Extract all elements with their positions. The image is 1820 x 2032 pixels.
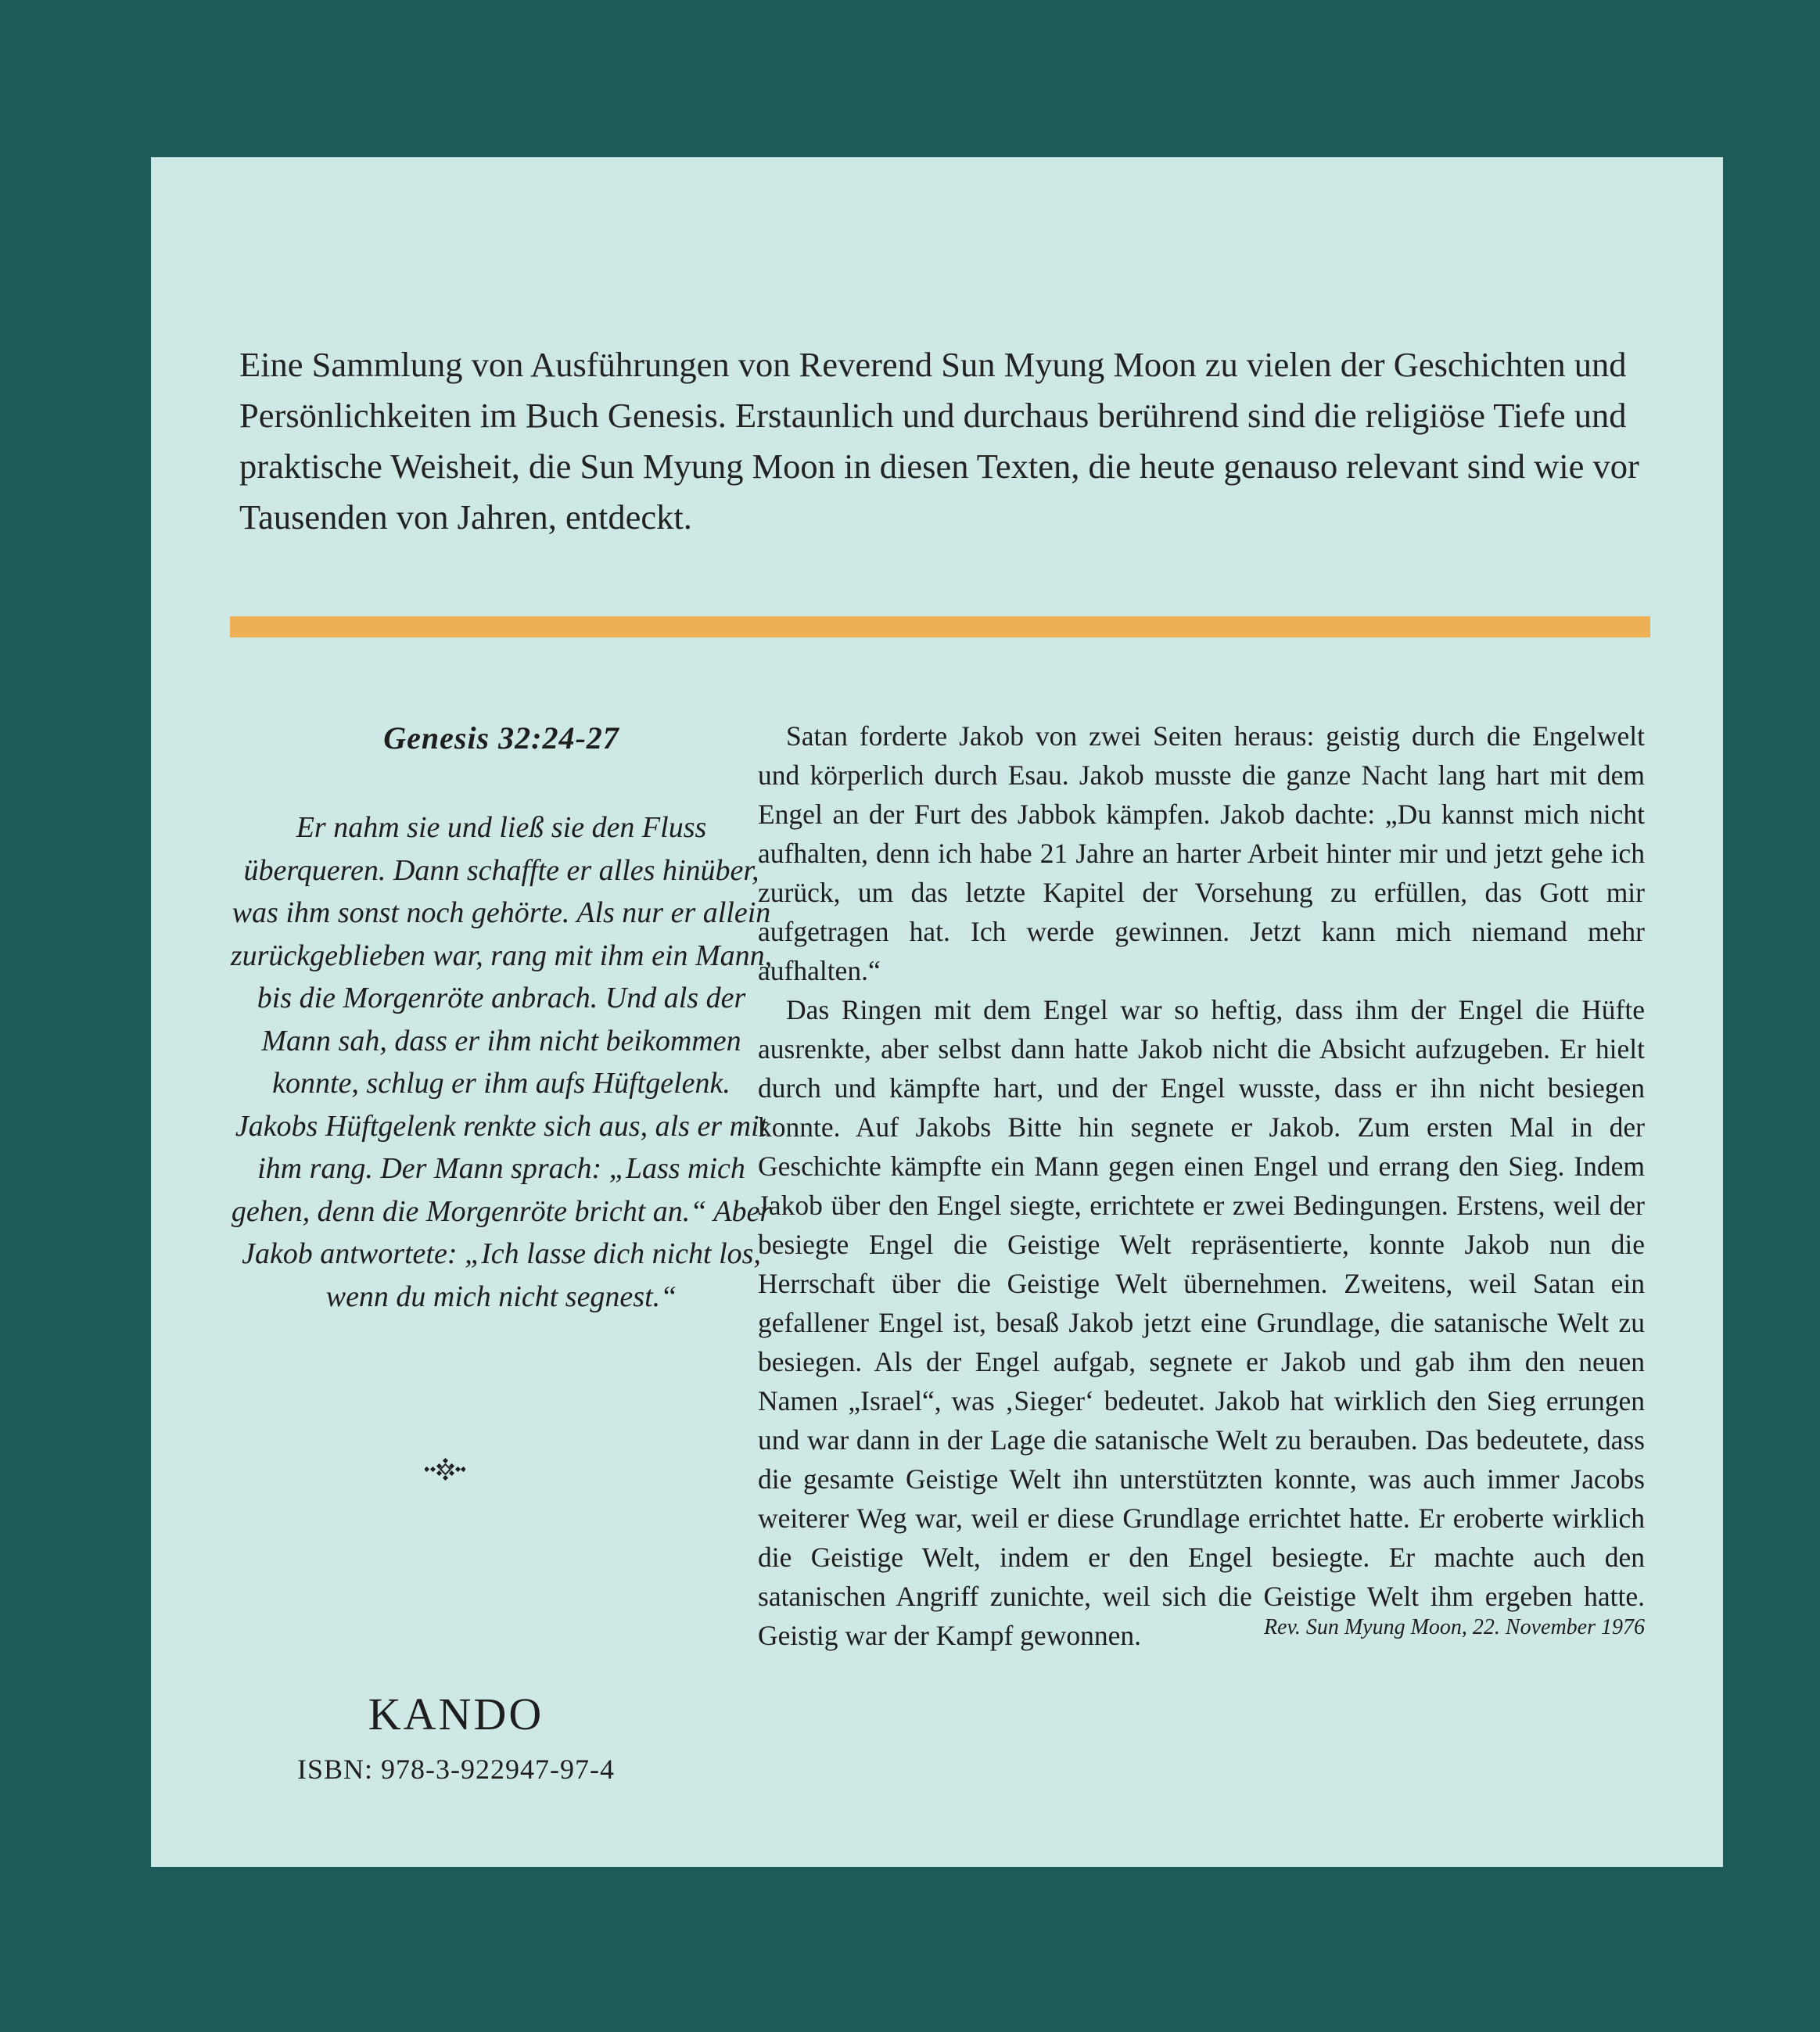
commentary-attribution: Rev. Sun Myung Moon, 22. November 1976 bbox=[1263, 1615, 1645, 1639]
isbn-number: ISBN: 978-3-922947-97-4 bbox=[297, 1754, 615, 1785]
cover-panel bbox=[151, 157, 1723, 1867]
intro-blurb: Eine Sammlung von Ausführungen von Reverend Sun Myung Moon zu vielen der Geschichten und Persönlichkeiten im Buch Genesis. Erstaunlich und durchaus berührend sind die religiöse Tiefe und praktische Weisheit, die Sun Myung Moon in diesen Texten, die heute genauso relevant sind wie vor Tausenden von Jahren, entdeckt. bbox=[239, 345, 1639, 537]
orange-divider bbox=[230, 616, 1650, 637]
verse-quote: Er nahm sie und ließ sie den Fluss überqueren. Dann schaffte er alles hinüber, was ihm sonst noch gehörte. Als nur er allein zurückgeblieben war, rang mit ihm ein Mann, bis die Morgenröte anbrach. Und als der Mann sah, dass er ihm nicht beikommen konnte, schlug er ihm aufs Hüftgelenk. Jakobs Hüftgelenk renkte sich aus, als er mit ihm rang. Der Mann sprach: „Lass mich gehen, denn die Morgenröte bricht an.“ Aber Jakob antwortete: „Ich lasse dich nicht los, wenn du mich nicht segnest.“ bbox=[230, 811, 773, 1313]
commentary-paragraph: Satan forderte Jakob von zwei Seiten heraus: geistig durch die Engelwelt und körperlich durch Esau. Jakob musste die ganze Nacht lang hart mit dem Engel an der Furt des Jabbok kämpfen. Jakob dachte: „Du kannst mich nicht aufhalten, denn ich habe 21 Jahre an harter Arbeit hinter mir und jetzt gehe ich zurück, um das letzte Kapitel der Vorsehung zu erfüllen, das Gott mir aufgetragen hat. Ich werde gewinnen. Jetzt kann mich niemand mehr aufhalten.“ bbox=[758, 720, 1645, 986]
diamond-ornament-icon bbox=[425, 1457, 465, 1481]
publisher-logo: KANDO bbox=[368, 1689, 544, 1739]
commentary-text bbox=[758, 716, 1645, 1655]
verse-reference: Genesis 32:24-27 bbox=[383, 720, 619, 756]
commentary-paragraph: Das Ringen mit dem Engel war so heftig, dass ihm der Engel die Hüfte ausrenkte, aber selbst dann hatte Jakob nicht die Absicht aufzugeben. Er hielt durch und kämpfte hart, und der Engel wusste, dass er ihn nicht besiegen konnte. Auf Jakobs Bitte hin segnete er Jakob. Zum ersten Mal in der Geschichte kämpfte ein Mann gegen einen Engel und errang den Sieg. Indem Jakob über den Engel siegte, errichtete er zwei Bedingungen. Erstens, weil der besiegte Engel die Geistige Welt repräsentierte, konnte Jakob nun die Herrschaft über die Geistige Welt übernehmen. Zweitens, weil Satan ein gefallener Engel ist, besaß Jakob jetzt eine Grundlage, die satanische Welt zu besiegen. Als der Engel aufgab, segnete er Jakob und gab ihm den neuen Namen „Israel“, was ‚Sieger‘ bedeutet. Jakob hat wirklich den Sieg errungen und war dann in der Lage die satanische Welt zu berauben. Das bedeutete, dass die gesamte Geistige Welt ihn unterstützten konnte, was auch immer Jacobs weiterer Weg war, weil er diese Grundlage errichtet hatte. Er eroberte wirklich die Geistige Welt, indem er den Engel besiegte. Er machte auch den satanischen Angriff zunichte, weil sich die Geistige Welt ihm ergeben hatte. Geistig war der Kampf gewonnen. bbox=[758, 994, 1645, 1651]
